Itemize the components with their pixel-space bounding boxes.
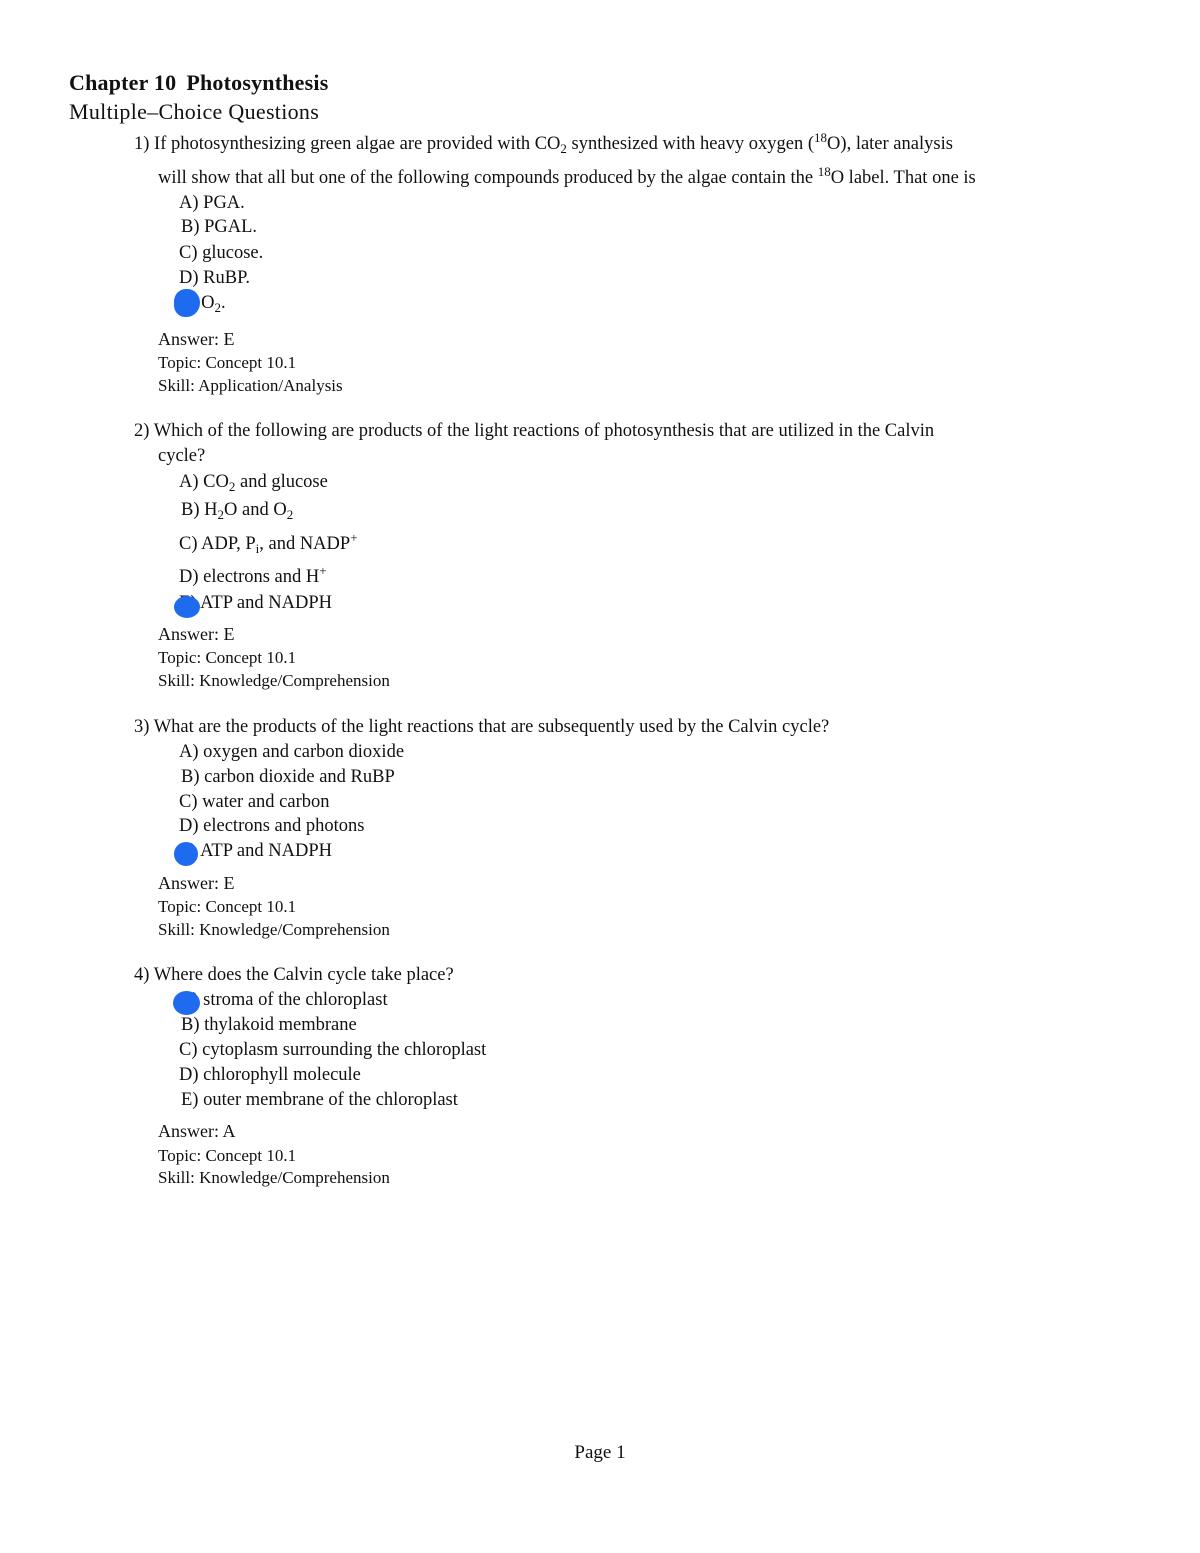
option-text: thylakoid membrane <box>204 1015 357 1035</box>
option-letter: C) <box>179 243 198 263</box>
question-number: 2) <box>134 421 150 441</box>
option-d <box>179 269 250 288</box>
stem-text: O label. That one is <box>830 168 976 188</box>
stem-text: synthesized with heavy oxygen ( <box>566 134 815 154</box>
option-letter: D) <box>179 268 199 288</box>
section-heading: Multiple–Choice Questions <box>69 99 320 124</box>
option-text: ADP, P <box>201 534 256 554</box>
chapter-title <box>69 70 329 96</box>
option-c <box>179 244 263 263</box>
option-text: CO <box>203 472 229 492</box>
option-c <box>179 1041 486 1060</box>
option-c <box>179 793 330 812</box>
subscript: i <box>255 541 260 556</box>
option-text: and glucose <box>235 472 328 492</box>
answer-line: Answer: E <box>158 329 235 349</box>
option-text: oxygen and carbon dioxide <box>203 742 405 762</box>
option-text: water and carbon <box>202 792 330 812</box>
superscript: 18 <box>817 164 831 179</box>
option-text: PGA. <box>203 193 245 213</box>
option-text: outer membrane of the chloroplast <box>203 1090 458 1110</box>
question-3-stem <box>134 718 829 737</box>
option-text: electrons and H <box>203 567 320 587</box>
option-text: chlorophyll molecule <box>203 1065 361 1085</box>
topic-line: Topic: Concept 10.1 <box>158 648 297 667</box>
option-text: electrons and photons <box>203 816 365 836</box>
skill-line: Skill: Application/Analysis <box>158 376 343 395</box>
subscript: 2 <box>214 300 221 315</box>
option-letter: B) <box>181 1015 200 1035</box>
option-text: PGAL. <box>204 217 258 237</box>
question-number: 4) <box>134 965 150 985</box>
stem-text: will show that all but one of the following compounds produced by the algae contain the <box>158 168 818 188</box>
topic-line: Topic: Concept 10.1 <box>158 897 297 916</box>
option-text: O <box>201 293 215 313</box>
subscript: 2 <box>286 507 294 522</box>
option-e <box>179 594 332 613</box>
option-text: O and O <box>224 500 287 520</box>
skill-line: Skill: Knowledge/Comprehension <box>158 1168 390 1187</box>
superscript: + <box>350 530 358 545</box>
answer-mark <box>174 596 200 618</box>
option-b <box>181 218 257 237</box>
option-d <box>179 563 327 587</box>
subscript: 2 <box>228 479 236 494</box>
option-letter: B) <box>181 500 200 520</box>
option-b <box>181 1016 357 1035</box>
option-text: glucose. <box>202 243 264 263</box>
stem-text: Where does the Calvin cycle take place? <box>153 965 454 985</box>
option-letter: B) <box>181 767 200 787</box>
option-text: RuBP. <box>203 268 250 288</box>
question-number: 3) <box>134 717 150 737</box>
topic-line: Topic: Concept 10.1 <box>158 1146 297 1165</box>
option-text: , and NADP <box>259 534 351 554</box>
option-letter: C) <box>179 1040 198 1060</box>
page-number: Page 1 <box>574 1442 626 1463</box>
option-letter: A) <box>179 472 199 492</box>
superscript: 18 <box>814 130 828 145</box>
option-letter: D) <box>179 816 199 836</box>
chapter-name: Photosynthesis <box>186 70 329 95</box>
subscript: 2 <box>560 141 567 156</box>
option-text: ATP and NADPH <box>200 841 332 861</box>
option-letter: C) <box>179 534 198 554</box>
subscript: 2 <box>217 507 224 522</box>
option-text: stroma of the chloroplast <box>203 990 388 1010</box>
question-4-stem <box>134 966 454 985</box>
stem-text: What are the products of the light reactions that are subsequently used by the Calvin cycle? <box>153 717 830 737</box>
chapter-number: Chapter 10 <box>69 70 177 95</box>
skill-line: Skill: Knowledge/Comprehension <box>158 671 390 690</box>
option-a <box>179 473 328 492</box>
option-letter: B) <box>181 217 200 237</box>
option-b <box>181 768 395 787</box>
option-a <box>179 991 388 1010</box>
superscript: + <box>319 563 327 578</box>
question-2-stem-line-1 <box>134 422 934 441</box>
question-number: 1) <box>134 134 150 154</box>
option-letter: D) <box>179 1065 199 1085</box>
option-letter: E) <box>181 1090 199 1110</box>
option-text: carbon dioxide and RuBP <box>204 767 395 787</box>
option-letter: C) <box>179 792 198 812</box>
question-2-stem-line-2: cycle? <box>158 446 206 466</box>
answer-mark <box>174 842 198 866</box>
option-b <box>181 501 293 520</box>
option-a <box>179 194 245 213</box>
stem-text: If photosynthesizing green algae are provided with CO <box>154 134 561 154</box>
stem-text: Which of the following are products of the light reactions of photosynthesis that are utilized in the Calvin <box>153 421 935 441</box>
option-d <box>179 817 364 836</box>
option-e <box>179 842 332 861</box>
answer-line: Answer: E <box>158 624 235 644</box>
answer-line: Answer: E <box>158 873 235 893</box>
answer-line: Answer: A <box>158 1121 236 1141</box>
option-letter: D) <box>179 567 199 587</box>
option-letter: A) <box>179 742 199 762</box>
option-text: H <box>204 500 218 520</box>
answer-mark <box>173 991 200 1015</box>
option-e <box>181 1091 458 1110</box>
question-1-stem-line-2 <box>158 164 976 188</box>
option-c <box>179 530 358 556</box>
question-1-stem-line-1 <box>134 130 953 156</box>
option-text: ATP and NADPH <box>200 593 332 613</box>
skill-line: Skill: Knowledge/Comprehension <box>158 920 390 939</box>
option-d <box>179 1066 361 1085</box>
stem-text: O), later analysis <box>827 134 953 154</box>
topic-line: Topic: Concept 10.1 <box>158 353 297 372</box>
option-letter: A) <box>179 193 199 213</box>
option-text: . <box>220 293 226 313</box>
option-a <box>179 743 404 762</box>
option-text: cytoplasm surrounding the chloroplast <box>202 1040 487 1060</box>
